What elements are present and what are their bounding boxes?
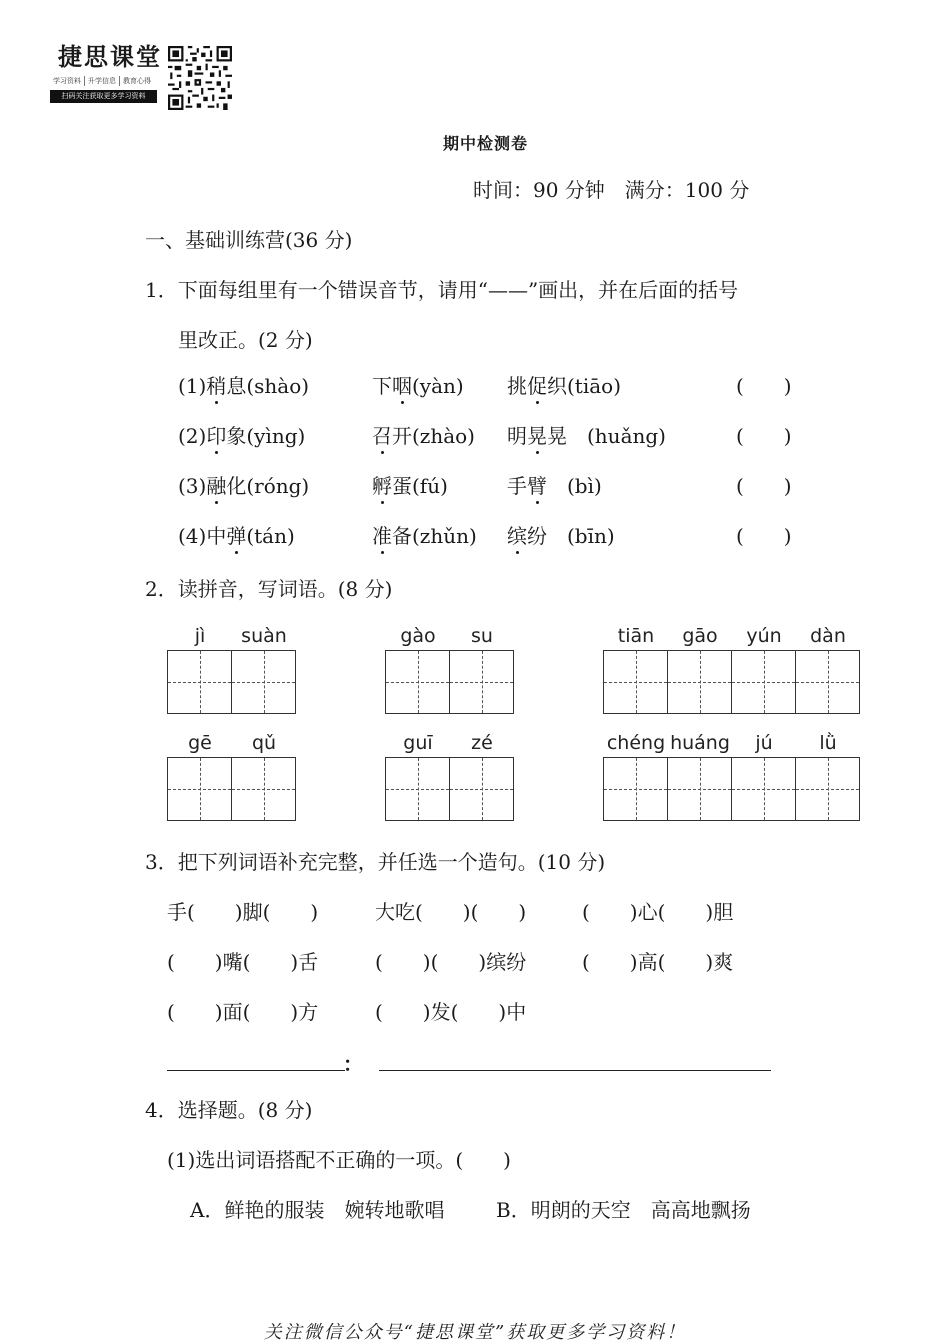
q1-item	[507, 524, 615, 548]
q1-text: 挑	[507, 374, 527, 398]
writing-cell[interactable]	[232, 651, 295, 713]
q1-text: 开(zhào)	[392, 424, 475, 448]
q1-item	[178, 424, 305, 448]
q1-text: (3)	[178, 474, 207, 498]
q1-text: 息(shào)	[226, 374, 310, 398]
section-heading: 一、基础训练营(36 分)	[145, 228, 353, 252]
q1-text: (2)	[178, 424, 207, 448]
pinyin-label: lǜ	[819, 732, 837, 754]
question-4-sub-1: (1)选出词语搭配不正确的一项。( )	[167, 1148, 511, 1172]
answer-blank[interactable]: ( )	[736, 474, 792, 498]
question-4-stem: 4．选择题。(8 分)	[145, 1098, 313, 1122]
q1-text: (yàn)	[412, 374, 464, 398]
q1-item	[372, 374, 464, 398]
q1-item	[372, 474, 448, 498]
q1-text: 备(zhǔn)	[392, 524, 477, 548]
q1-dotted-char: 准	[372, 524, 392, 548]
q1-dotted-char: 晃	[527, 424, 547, 448]
q1-dotted-char: 融	[206, 474, 227, 498]
q1-dotted-char: 缤	[507, 524, 527, 548]
q1-dotted-char: 稍	[206, 374, 227, 398]
writing-cell[interactable]	[450, 651, 513, 713]
brand-tag: 升学信息	[85, 76, 120, 86]
pinyin-label: gāo	[682, 625, 718, 647]
writing-cell[interactable]	[232, 758, 295, 820]
writing-grid	[167, 650, 296, 714]
sentence-answer-line[interactable]	[379, 1070, 771, 1071]
writing-cell[interactable]	[796, 758, 859, 820]
idiom-choice-line[interactable]	[167, 1070, 345, 1071]
q1-item	[372, 524, 477, 548]
q1-dotted-char: 咽	[392, 374, 412, 398]
pinyin-label: suàn	[241, 625, 287, 647]
option-a[interactable]: A．鲜艳的服装 婉转地歌唱	[190, 1198, 445, 1222]
idiom-fill-item[interactable]: ( )发( )中	[375, 1000, 527, 1024]
q1-dotted-char: 促	[527, 374, 547, 398]
colon-mark: ：	[343, 1052, 363, 1076]
q1-item	[178, 474, 309, 498]
pinyin-label: gē	[188, 732, 212, 754]
writing-grid	[603, 757, 860, 821]
scan-caption: 扫码关注获取更多学习资料	[50, 90, 157, 103]
brand-tag: 教育心得	[123, 77, 151, 85]
q1-text: (tán)	[246, 524, 295, 548]
q1-text: 象(yìng)	[226, 424, 306, 448]
q1-text: 手	[507, 474, 527, 498]
idiom-fill-item[interactable]: ( )高( )爽	[582, 950, 734, 974]
q1-item	[178, 374, 309, 398]
pinyin-label: yún	[746, 625, 782, 647]
q1-text: 下	[372, 374, 392, 398]
writing-grid	[167, 757, 296, 821]
pinyin-label: chéng	[606, 732, 666, 754]
pinyin-label: guī	[403, 732, 433, 754]
q1-item	[178, 524, 295, 548]
idiom-fill-item[interactable]: 手( )脚( )	[167, 900, 319, 924]
brand-name: 捷思课堂	[58, 43, 162, 71]
q1-dotted-char: 印	[206, 424, 227, 448]
question-2-stem: 2．读拼音，写词语。(8 分)	[145, 577, 393, 601]
footer-notice: 关注微信公众号“捷思课堂”获取更多学习资料！	[263, 1322, 687, 1343]
brand-logo	[50, 42, 160, 103]
writing-grid	[603, 650, 860, 714]
pinyin-label: jú	[755, 732, 773, 754]
answer-blank[interactable]: ( )	[736, 424, 792, 448]
q1-dotted-char: 孵	[372, 474, 392, 498]
q1-text: (bì)	[547, 474, 602, 498]
option-b[interactable]: B．明朗的天空 高高地飘扬	[496, 1198, 751, 1222]
question-1-stem-cont: 里改正。(2 分)	[178, 328, 313, 352]
q1-item	[507, 424, 666, 448]
pinyin-label: gào	[400, 625, 436, 647]
writing-cell[interactable]	[450, 758, 513, 820]
writing-cell[interactable]	[796, 651, 859, 713]
qr-code-icon	[168, 46, 232, 110]
writing-cell[interactable]	[168, 651, 232, 713]
writing-grid	[385, 757, 514, 821]
pinyin-label: dàn	[810, 625, 846, 647]
page-title: 期中检测卷	[443, 134, 529, 153]
pinyin-label: jì	[194, 625, 206, 647]
q1-dotted-char: 召	[372, 424, 392, 448]
q1-text: 晃 (huǎng)	[547, 424, 666, 448]
pinyin-label: su	[471, 625, 493, 647]
pinyin-label: qǔ	[251, 732, 277, 754]
writing-cell[interactable]	[168, 758, 232, 820]
q1-text: 织(tiāo)	[547, 374, 622, 398]
q1-text: (1)	[178, 374, 207, 398]
writing-cell[interactable]	[732, 758, 796, 820]
writing-cell[interactable]	[668, 651, 732, 713]
q1-dotted-char: 臂	[527, 474, 547, 498]
writing-cell[interactable]	[604, 758, 668, 820]
idiom-fill-item[interactable]: 大吃( )( )	[375, 900, 527, 924]
q1-text: 纷 (bīn)	[527, 524, 615, 548]
pinyin-label: huáng	[670, 732, 730, 754]
q1-dotted-char: 弹	[226, 524, 247, 548]
question-1-stem: 1．下面每组里有一个错误音节，请用“——”画出，并在后面的括号	[145, 278, 739, 302]
idiom-fill-item[interactable]: ( )面( )方	[167, 1000, 319, 1024]
writing-cell[interactable]	[604, 651, 668, 713]
brand-tags	[50, 76, 160, 86]
q1-text: 明	[507, 424, 527, 448]
q1-item	[507, 374, 621, 398]
answer-blank[interactable]: ( )	[736, 374, 792, 398]
idiom-fill-item[interactable]: ( )嘴( )舌	[167, 950, 319, 974]
q1-text: 蛋(fú)	[392, 474, 448, 498]
writing-cell[interactable]	[386, 758, 450, 820]
writing-grid	[385, 650, 514, 714]
pinyin-label: tiān	[617, 625, 655, 647]
q1-item	[372, 424, 475, 448]
exam-time-info: 时间：90 分钟 满分：100 分	[473, 178, 750, 202]
writing-cell[interactable]	[386, 651, 450, 713]
pinyin-label: zé	[471, 732, 493, 754]
writing-cell[interactable]	[732, 651, 796, 713]
q1-item	[507, 474, 602, 498]
writing-cell[interactable]	[668, 758, 732, 820]
q1-text: (4)中	[178, 524, 227, 548]
idiom-fill-item[interactable]: ( )心( )胆	[582, 900, 734, 924]
answer-blank[interactable]: ( )	[736, 524, 792, 548]
brand-tag: 学习资料	[50, 76, 85, 86]
question-3-stem: 3．把下列词语补充完整，并任选一个造句。(10 分)	[145, 850, 606, 874]
q1-text: 化(róng)	[226, 474, 310, 498]
idiom-fill-item[interactable]: ( )( )缤纷	[375, 950, 527, 974]
